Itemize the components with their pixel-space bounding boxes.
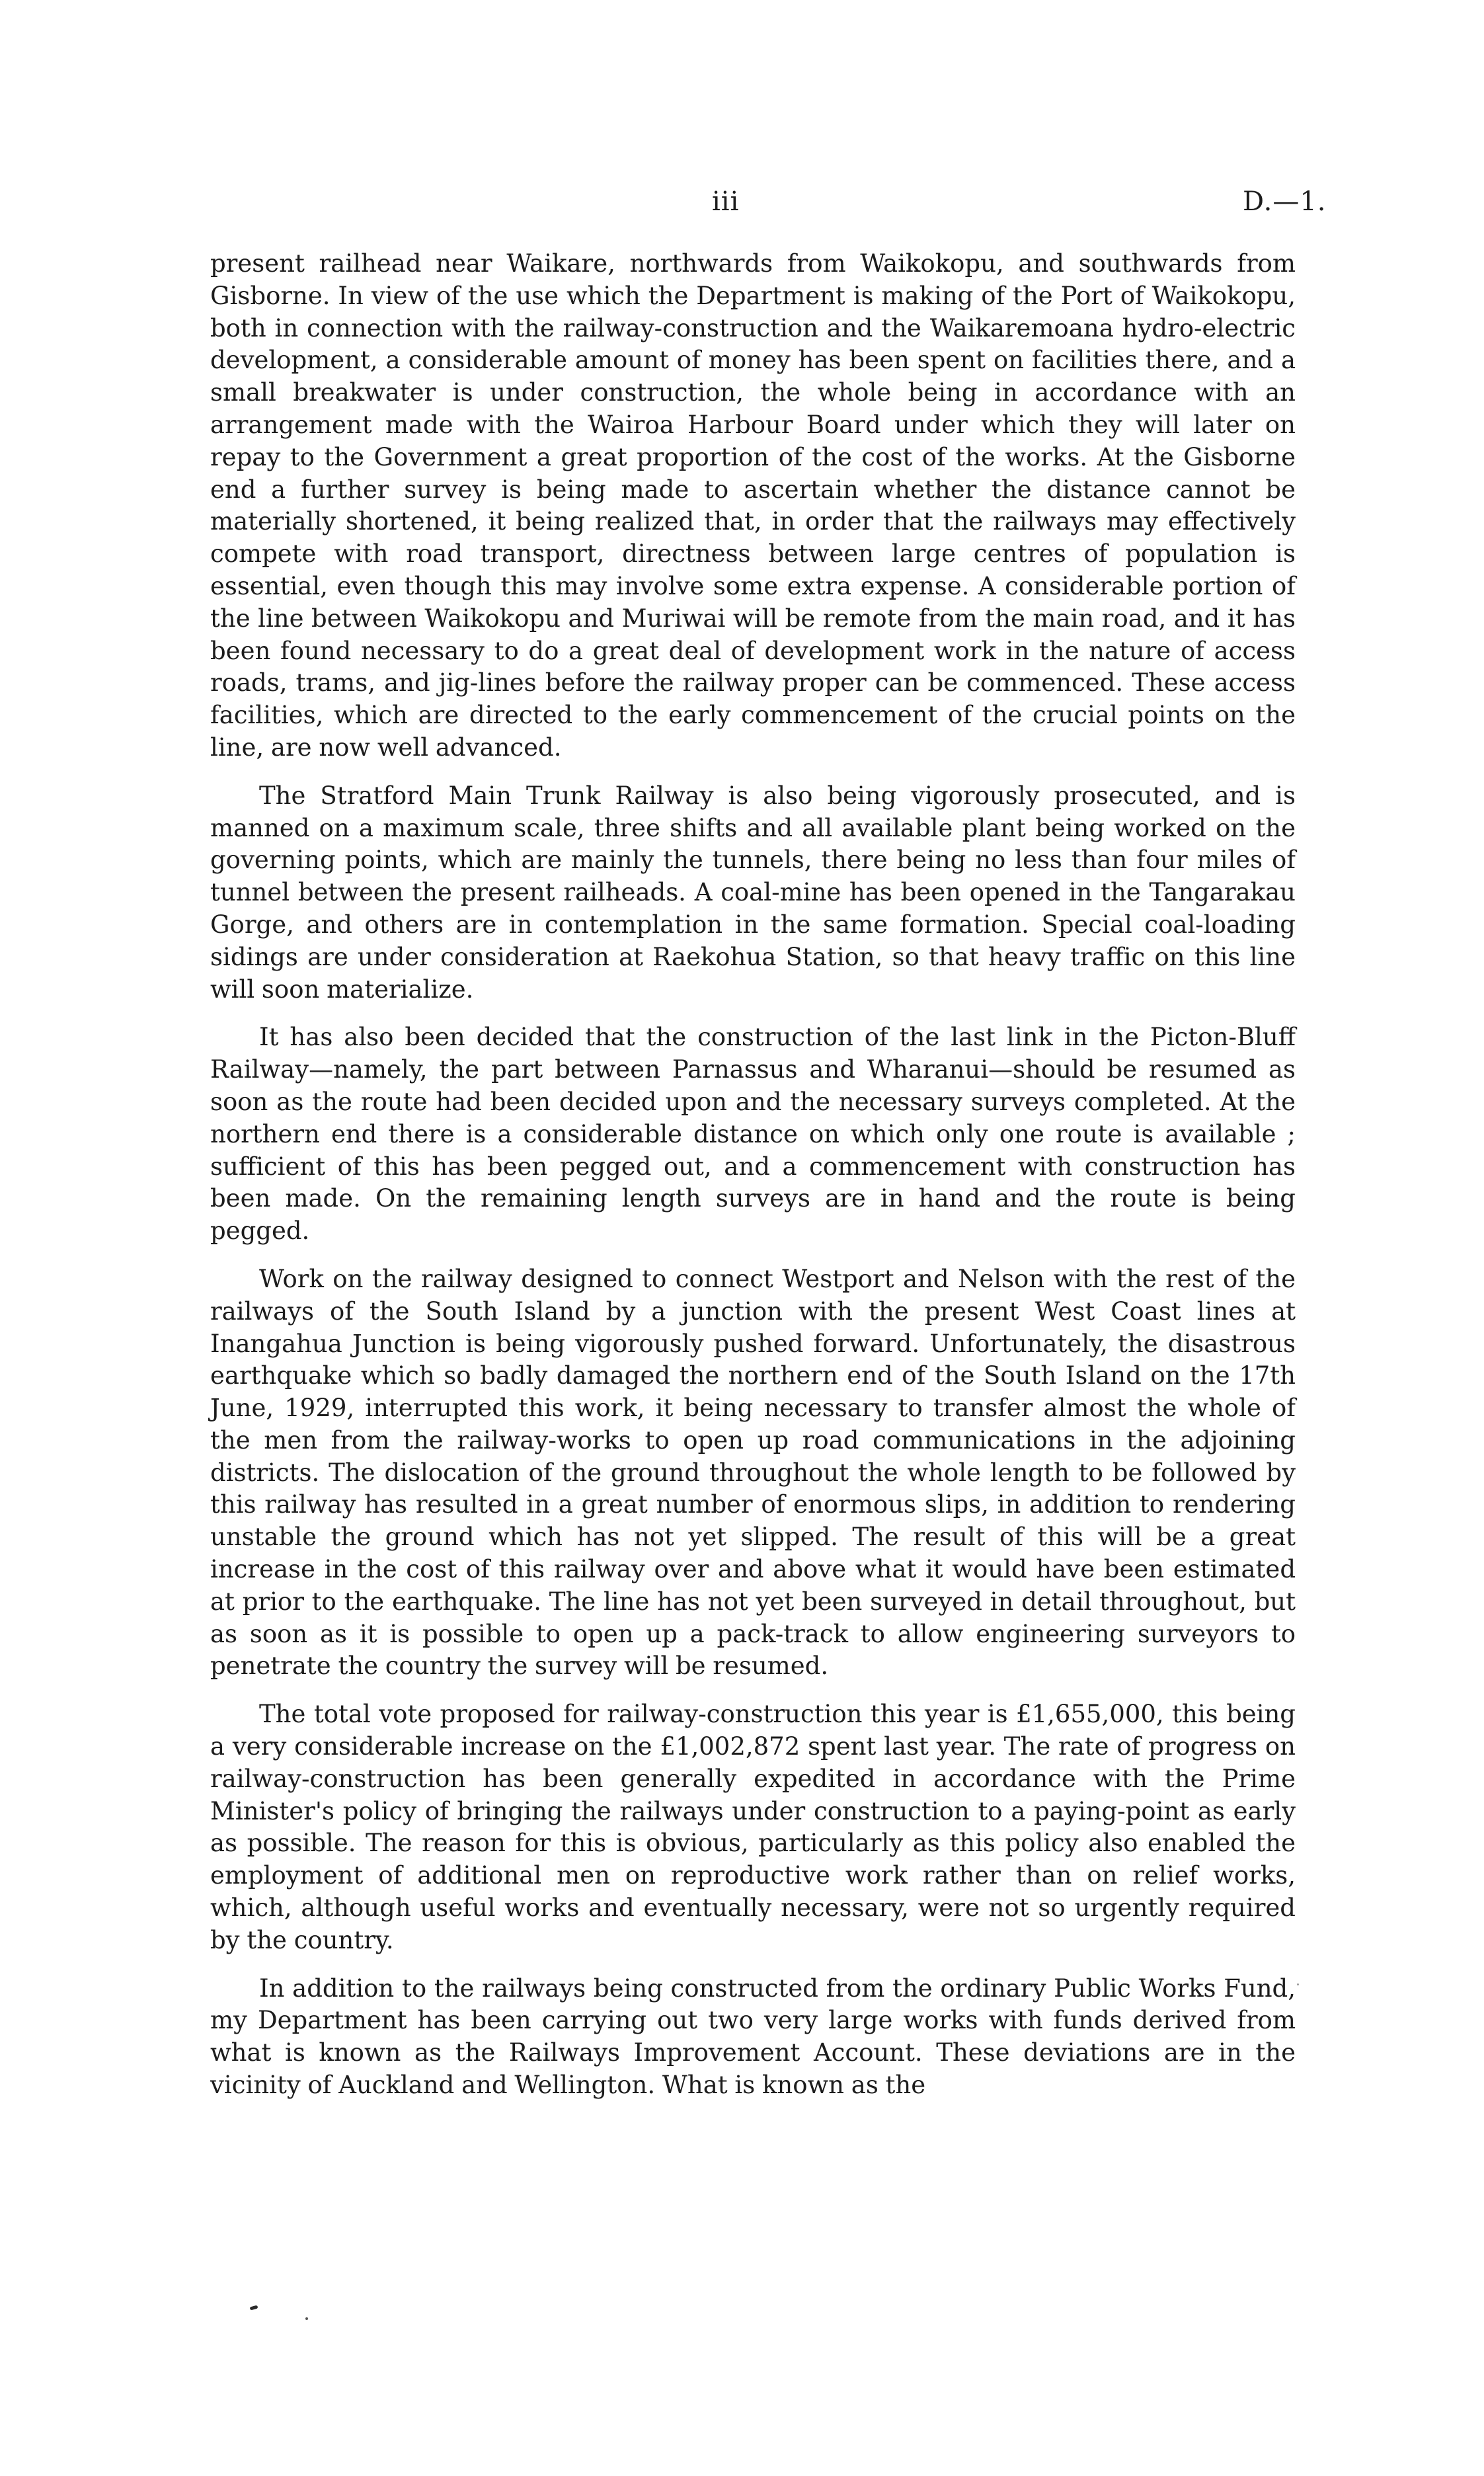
document-reference: D.—1. (1243, 186, 1327, 217)
paragraph-continuation: present railhead near Waikare, northwards from Waikokopu, and southwards from Gisborne. In view of the use which the Department is making of the Port of Waikokopu, both in connection with the railway-construction and the Waikaremoana hydro-electric development, a considerable amount of money has been spent on facilities there, and a small breakwater is under construction, the whole being in accordance with an arrangement made with the Wairoa Harbour Board under which they will later on repay to the Government a great proportion of the cost of the works. At the Gisborne end a further survey is being made to ascertain whether the distance cannot be materially shortened, it being realized that, in order that the railways may effectively compete with road transport, directness between large centres of population is essential, even though this may involve some extra expense. A considerable portion of the line between Waikokopu and Muriwai will be remote from the main road, and it has been found necessary to do a great deal of development work in the nature of access roads, trams, and jig-lines before the railway proper can be commenced. These access facilities, which are directed to the early commencement of the crucial points on the line, are now well advanced. (210, 249, 1296, 762)
ink-dot (305, 2317, 308, 2320)
page-header (0, 182, 1484, 221)
body-text (210, 248, 1296, 2118)
paragraph-picton-bluff-railway: It has also been decided that the construction of the last link in the Picton-Bluff Railway—namely, the part between Parnassus and Wharanui—should be resumed as soon as the route had been decided upon and the necessary surveys completed. At the northern end there is a considerable distance on which only one route is available ; sufficient of this has been pegged out, and a commencement with construction has been made. On the remaining length surveys are in hand and the route is being pegged. (210, 1023, 1296, 1246)
ink-speck (250, 2305, 258, 2311)
paragraph-improvement-account: In addition to the railways being constructed from the ordinary Public Works Fund, my Department has been carrying out two very large works with funds derived from what is known as the Railways Improvement Account. These deviations are in the vicinity of Auckland and Wellington. What is known as the (210, 1974, 1296, 2100)
paragraph-stratford-railway: The Stratford Main Trunk Railway is also being vigorously prosecuted, and is manned on a maximum scale, three shifts and all available plant being worked on the governing points, which are mainly the tunnels, there being no less than four miles of tunnel between the present railheads. A coal-mine has been opened in the Tangarakau Gorge, and others are in contemplation in the same formation. Special coal-loading sidings are under consideration at Raekohua Station, so that heavy traffic on this line will soon materialize. (210, 781, 1296, 1004)
paragraph-westport-nelson-railway: Work on the railway designed to connect Westport and Nelson with the rest of the railways of the South Island by a junction with the present West Coast lines at Inangahua Junction is being vigorously pushed forward. Unfortunately, the disastrous earthquake which so badly damaged the northern end of the South Island on the 17th June, 1929, interrupted this work, it being necessary to transfer almost the whole of the men from the railway-works to open up road communications in the adjoining districts. The dislocation of the ground throughout the whole length to be followed by this railway has resulted in a great number of enormous slips, in addition to rendering unstable the ground which has not yet slipped. The result of this will be a great increase in the cost of this railway over and above what it would have been estimated at prior to the earthquake. The line has not yet been surveyed in detail throughout, but as soon as it is possible to open up a pack-track to allow engineering surveyors to penetrate the country the survey will be resumed. (210, 1264, 1296, 1681)
paragraph-railway-vote: The total vote proposed for railway-construction this year is £1,655,000, this being a very considerable increase on the £1,002,872 spent last year. The rate of progress on railway-construction has been generally expedited in accordance with the Prime Minister's policy of bringing the railways under construction to a paying-point as early as possible. The reason for this is obvious, particularly as this policy also enabled the employment of additional men on reproductive work rather than on relief works, which, although useful works and eventually necessary, were not so urgently required by the country. (210, 1700, 1296, 1954)
page-number: iii (712, 186, 740, 217)
ink-dot-margin (1297, 1983, 1299, 1985)
